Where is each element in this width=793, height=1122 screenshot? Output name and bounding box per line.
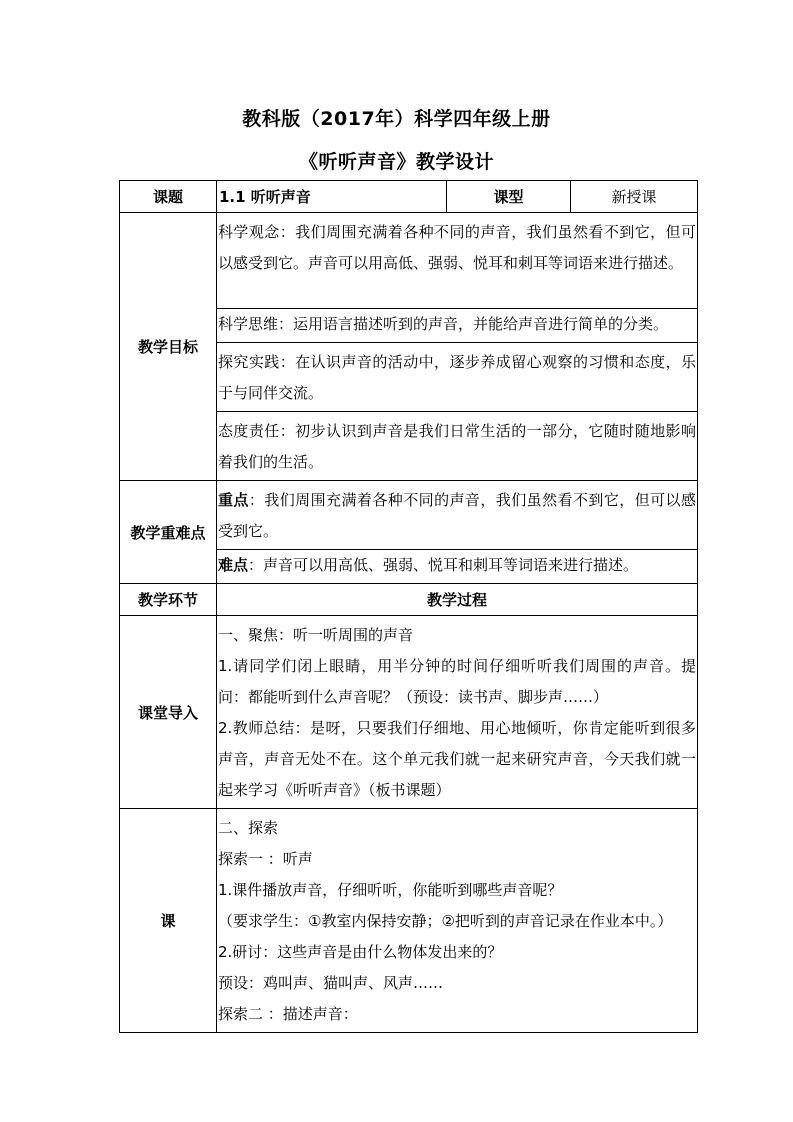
topic-label: 课题 <box>120 181 217 213</box>
document-subtitle: 《听听声音》教学设计 <box>298 151 494 173</box>
lesson-line: 二、探索 <box>218 819 279 837</box>
key-point <box>217 481 698 550</box>
intro-label: 课堂导入 <box>120 616 217 809</box>
intro-line: 1.请同学们闭上眼睛，用半分钟的时间仔细听听我们周围的声音。提问：都能听到什么声音呢？（预设：读书声、脚步声……） <box>218 657 696 706</box>
key-points-label: 教学重难点 <box>120 481 217 584</box>
stage-header: 教学环节 <box>120 584 217 616</box>
lesson-line: 1.课件播放声音，仔细听听，你能听到哪些声音呢？ <box>218 881 563 899</box>
topic-value: 1.1 听听声音 <box>217 181 447 213</box>
lesson-line: 探索二 ：描述声音： <box>218 1005 358 1023</box>
lesson-label: 课 <box>120 809 217 1033</box>
lesson-line: （要求学生：①教室内保持安静；②把听到的声音记录在作业本中。） <box>218 912 673 930</box>
topic-row <box>120 181 698 213</box>
lesson-plan-table <box>119 180 698 1033</box>
process-header: 教学过程 <box>217 584 698 616</box>
lesson-line: 预设：鸡叫声、猫叫声、风声…… <box>218 974 444 992</box>
type-label: 课型 <box>447 181 571 213</box>
objective-practice: 探究实践：在认识声音的活动中，逐步养成留心观察的习惯和态度，乐于与同伴交流。 <box>217 343 698 412</box>
intro-content <box>217 616 698 809</box>
intro-line: 2.教师总结：是呀，只要我们仔细地、用心地倾听，你肯定能听到很多声音，声音无处不在。这个单元我们就一起来研究声音，今天我们就一起来学习《听听声音》（板书课题） <box>218 719 696 799</box>
type-value: 新授课 <box>571 181 698 213</box>
difficulty-prefix: 难点 <box>218 556 249 574</box>
objectives-label: 教学目标 <box>120 213 217 481</box>
key-point-text: ：我们周围充满着各种不同的声音，我们虽然看不到它，但可以感受到它。 <box>218 491 696 540</box>
objective-concept: 科学观念：我们周围充满着各种不同的声音，我们虽然看不到它，但可以感受到它。声音可以用高低、强弱、悦耳和刺耳等词语来进行描述。 <box>217 213 698 309</box>
difficulty-point <box>217 550 698 584</box>
objective-thinking: 科学思维：运用语言描述听到的声音，并能给声音进行简单的分类。 <box>217 309 698 343</box>
lesson-content <box>217 809 698 1033</box>
key-point-prefix: 重点 <box>218 491 249 509</box>
difficulty-text: ：声音可以用高低、强弱、悦耳和刺耳等词语来进行描述。 <box>248 556 639 574</box>
document-title: 教科版（2017年）科学四年级上册 <box>242 108 551 130</box>
lesson-line: 探索一 ：听声 <box>218 850 313 868</box>
objective-attitude: 态度责任：初步认识到声音是我们日常生活的一部分，它随时随地影响着我们的生活。 <box>217 412 698 481</box>
intro-line: 一、聚焦：听一听周围的声音 <box>218 626 414 644</box>
lesson-line: 2.研讨：这些声音是由什么物体发出来的？ <box>218 943 503 961</box>
